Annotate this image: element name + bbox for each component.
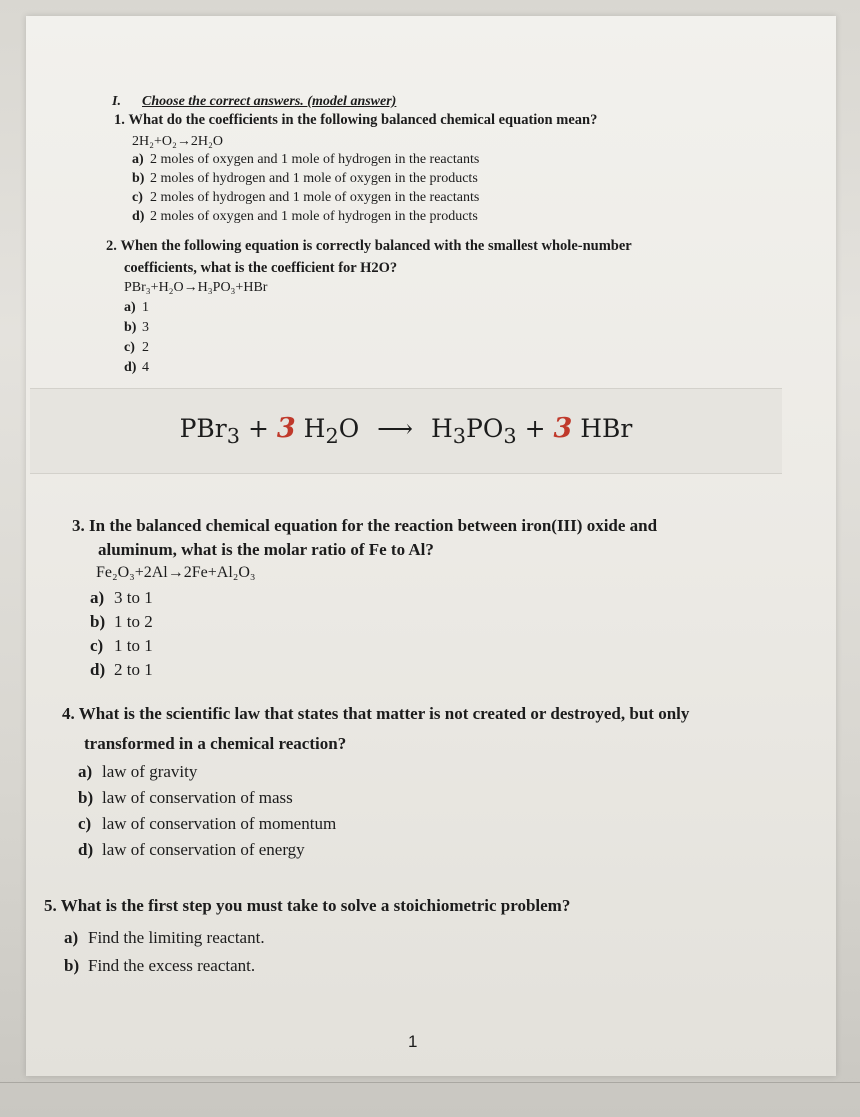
section-number: I. xyxy=(112,94,121,109)
question-4-option-a: a) law of gravity xyxy=(78,762,198,781)
question-1-option-a: a) 2 moles of oxygen and 1 mole of hydrogen in the reactants xyxy=(132,152,480,167)
question-3-number: 3. xyxy=(72,516,85,535)
page-number: 1 xyxy=(408,1032,418,1051)
plus-sign-2: + xyxy=(524,414,546,443)
question-3-text-line-1: In the balanced chemical equation for the reaction between iron(III) oxide and xyxy=(89,516,658,535)
question-3-option-a: a) 3 to 1 xyxy=(90,588,153,607)
question-1-equation: 2H₂+O₂→2H₂O xyxy=(132,134,223,149)
question-1 xyxy=(114,112,597,129)
question-5 xyxy=(44,896,570,916)
question-5-option-b: b) Find the excess reactant. xyxy=(64,956,256,975)
coefficient-water: 3 xyxy=(276,413,296,444)
plus-sign-1: + xyxy=(247,414,269,443)
question-4-text-line-1: What is the scientific law that states that matter is not created or destroyed, but only xyxy=(78,704,690,723)
question-5-option-a: a) Find the limiting reactant. xyxy=(64,928,265,947)
question-3-option-d: d) 2 to 1 xyxy=(90,660,153,679)
question-2-number: 2. xyxy=(106,238,117,254)
question-1-option-d: d) 2 moles of oxygen and 1 mole of hydrogen in the products xyxy=(132,209,478,224)
question-3-text-line-2: aluminum, what is the molar ratio of Fe to Al? xyxy=(98,540,434,559)
question-4-option-d: d) law of conservation of energy xyxy=(78,840,305,859)
question-3-option-b: b) 1 to 2 xyxy=(90,612,153,631)
question-4 xyxy=(62,704,689,724)
table-edge-line xyxy=(0,1082,860,1083)
question-2-option-b: b) 3 xyxy=(124,320,149,335)
question-2-option-d: d) 4 xyxy=(124,360,149,375)
coefficient-hbr: 3 xyxy=(553,413,573,444)
question-4-option-b: b) law of conservation of mass xyxy=(78,788,293,807)
reactant-1: PBr xyxy=(179,414,227,443)
reactant-2: $H_2O$ xyxy=(303,414,360,448)
question-1-option-b: b) 2 moles of hydrogen and 1 mole of oxygen in the products xyxy=(132,171,478,186)
question-4-option-c: c) law of conservation of momentum xyxy=(78,814,337,833)
question-2-option-c: c) 2 xyxy=(124,340,149,355)
product-2: HBr xyxy=(580,414,633,443)
question-2-equation: PBr₃+H₂O→H₃PO₃+HBr xyxy=(124,280,268,295)
question-2-text-line-1: When the following equation is correctly balanced with the smallest whole-number xyxy=(120,238,632,254)
balanced-equation: PBr$_3$ + 3 $H_2O$ ⟶ $H_3PO_3 + 3$ HBr xyxy=(179,413,633,448)
question-5-text: What is the first step you must take to solve a stoichiometric problem? xyxy=(60,896,571,915)
question-2-text-line-2: coefficients, what is the coefficient for H2O? xyxy=(124,260,398,276)
reaction-arrow: ⟶ xyxy=(377,414,414,443)
product-1: $H_3PO_3$ xyxy=(430,414,517,448)
question-1-text: What do the coefficients in the following balanced chemical equation mean? xyxy=(128,112,598,128)
question-3 xyxy=(72,516,657,536)
question-1-number: 1. xyxy=(114,112,125,128)
section-title: Choose the correct answers. (model answer) xyxy=(142,94,397,109)
question-2-option-a: a) 1 xyxy=(124,300,149,315)
question-3-equation: Fe₂O₃+2Al→2Fe+Al₂O₃ xyxy=(96,564,256,581)
question-4-text-line-2: transformed in a chemical reaction? xyxy=(84,734,347,753)
model-answer-box xyxy=(30,388,782,474)
worksheet-page xyxy=(26,16,836,1076)
question-2 xyxy=(106,238,632,255)
question-4-number: 4. xyxy=(62,704,75,723)
question-1-option-c: c) 2 moles of hydrogen and 1 mole of oxygen in the reactants xyxy=(132,190,480,205)
question-5-number: 5. xyxy=(44,896,57,915)
question-3-option-c: c) 1 to 1 xyxy=(90,636,153,655)
